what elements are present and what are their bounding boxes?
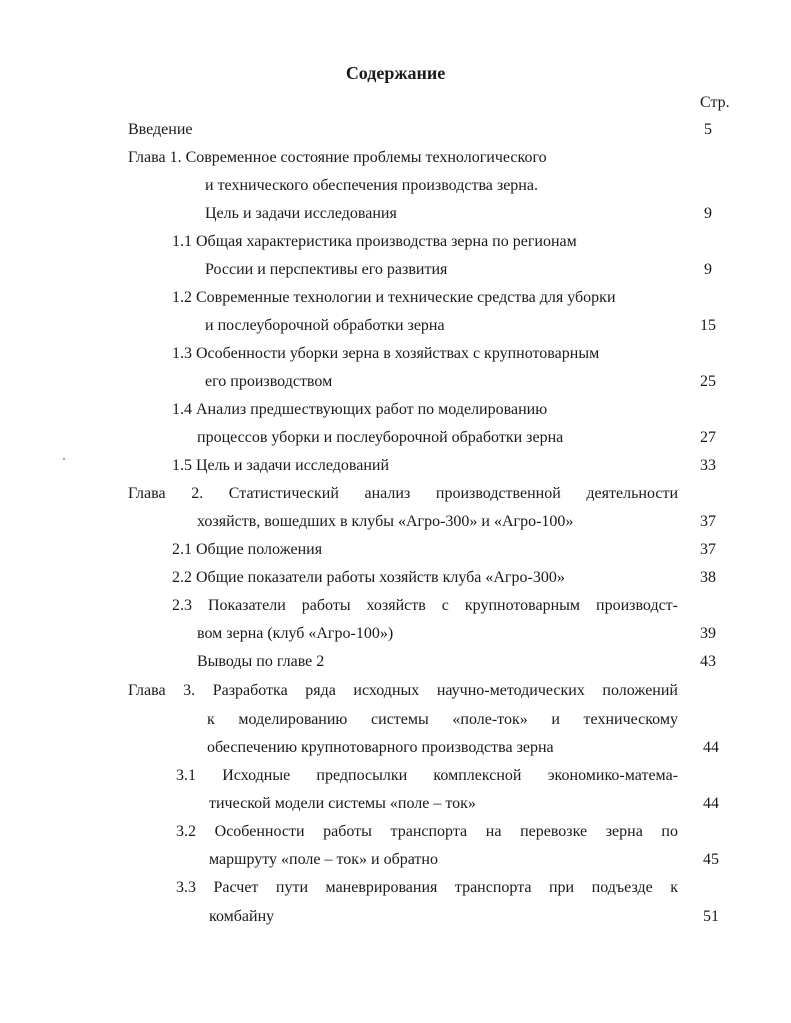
toc-entry-intro: Введение (128, 121, 193, 138)
toc-page-number: 39 (700, 625, 716, 642)
toc-section-2-3-line-2: вом зерна (клуб «Агро-100») (197, 625, 394, 642)
toc-section-1-3-line-2: его производством (205, 373, 333, 390)
toc-page-number: 33 (700, 457, 716, 474)
page-column-header: Стр. (700, 94, 730, 111)
toc-section-1-4-line-2: процессов уборки и послеуборочной обработки зерна (197, 429, 564, 446)
toc-page-number: 43 (700, 653, 716, 670)
toc-section-1-1-line-2: России и перспективы его развития (205, 261, 448, 278)
toc-section-1-1-line-1: 1.1 Общая характеристика производства зерна по регионам (172, 233, 577, 250)
toc-chapter-3-line-1: Глава 3. Разработка ряда исходных научно-методических положений (128, 682, 678, 699)
toc-page-number: 51 (703, 908, 719, 925)
toc-section-1-5: 1.5 Цель и задачи исследований (172, 457, 390, 474)
toc-section-2-1: 2.1 Общие положения (172, 541, 323, 558)
toc-chapter-2-line-1: Глава 2. Статистический анализ производственной деятельности (128, 485, 678, 502)
toc-section-3-2-line-1: 3.2 Особенности работы транспорта на перевозке зерна по (176, 823, 678, 840)
toc-section-3-1-line-2: тической модели системы «поле – ток» (209, 795, 476, 812)
toc-page-number: 37 (700, 541, 716, 558)
toc-page-number: 5 (704, 121, 712, 138)
toc-section-3-1-line-1: 3.1 Исходные предпосылки комплексной экономико-матема- (176, 767, 678, 784)
toc-chapter-1-line-1: Глава 1. Современное состояние проблемы технологического (128, 149, 547, 166)
toc-section-1-2-line-1: 1.2 Современные технологии и технические средства для уборки (172, 289, 616, 306)
toc-page-number: 25 (700, 373, 716, 390)
toc-page-number: 9 (704, 261, 712, 278)
toc-chapter-1-line-2: и технического обеспечения производства зерна. (205, 177, 538, 194)
toc-page-number: 44 (703, 795, 719, 812)
toc-chapter-2-conclusions: Выводы по главе 2 (197, 653, 325, 670)
toc-section-3-3-line-2: комбайну (209, 908, 275, 925)
scan-speck (63, 458, 65, 460)
toc-section-2-3-line-1: 2.3 Показатели работы хозяйств с крупнотоварным производст- (172, 597, 678, 614)
page-title: Содержание (345, 63, 446, 83)
toc-page-number: 45 (703, 851, 719, 868)
toc-section-3-3-line-1: 3.3 Расчет пути маневрирования транспорта при подъезде к (176, 879, 678, 896)
toc-page-number: 38 (700, 569, 716, 586)
toc-section-1-2-line-2: и послеуборочной обработки зерна (205, 317, 445, 334)
toc-section-1-3-line-1: 1.3 Особенности уборки зерна в хозяйствах с крупнотоварным (172, 345, 600, 362)
toc-chapter-1-line-3: Цель и задачи исследования (205, 205, 397, 222)
toc-page-number: 9 (704, 205, 712, 222)
toc-chapter-3-line-2: к моделированию системы «поле-ток» и техническому (207, 711, 678, 728)
toc-section-1-4-line-1: 1.4 Анализ предшествующих работ по моделированию (172, 401, 548, 418)
toc-section-3-2-line-2: маршруту «поле – ток» и обратно (209, 851, 438, 868)
toc-section-2-2: 2.2 Общие показатели работы хозяйств клуба «Агро-300» (172, 569, 565, 586)
toc-page-number: 15 (700, 317, 716, 334)
toc-chapter-2-line-2: хозяйств, вошедших в клубы «Агро-300» и «Агро-100» (197, 513, 574, 530)
toc-chapter-3-line-3: обеспечению крупнотоварного производства зерна (207, 739, 554, 756)
toc-page-number: 44 (703, 739, 719, 756)
toc-page-number: 27 (700, 429, 716, 446)
toc-page-number: 37 (700, 513, 716, 530)
